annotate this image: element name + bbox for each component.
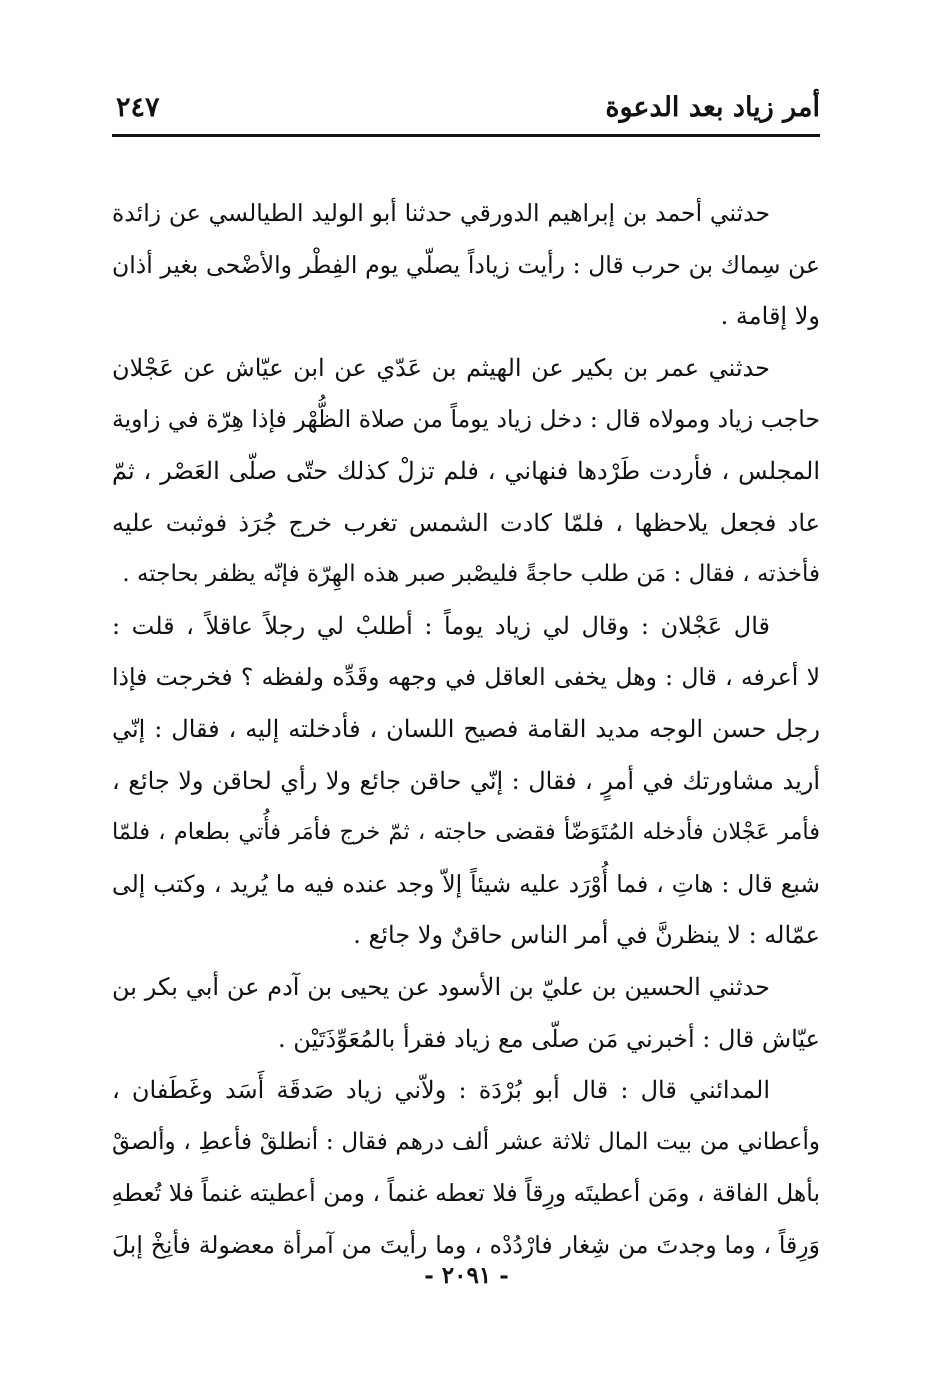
text-line: وأعطاني من بيت المال ثلاثة عشر ألف درهم فقال : أنطلقْ فأعطِ ، وألصقْ — [112, 1128, 820, 1155]
text-line: فأمر عَجْلان فأدخله المُتَوَضّأ فقضى حاجته ، ثمّ خرج فأمَر فأُتي بطعام ، فلمّا — [112, 819, 820, 846]
header-divider — [112, 134, 820, 137]
header-page-number: ٢٤٧ — [116, 92, 160, 123]
text-line: حدثني عمر بن بكير عن الهيثم بن عَدّي عن ابن عيّاش عن عَجْلان — [112, 353, 770, 382]
footer-page-number: - ٢٠٩١ - — [424, 1262, 509, 1289]
text-line: وَرِقاً ، وما وجدتَ من شِغار فارْدُدْه ، وما رأيتَ من آمرأة معضولة فأنِخْ إبلَ — [112, 1230, 820, 1259]
text-line: عاد فجعل يلاحظها ، فلمّا كادت الشمس تغرب خرج جُرَذ فوثبت عليه — [112, 508, 820, 537]
body-text — [112, 188, 820, 1271]
text-line: قال عَجْلان : وقال لي زياد يوماً : أطلبْ لي رجلاً عاقلاً ، قلت : — [112, 611, 770, 640]
text-line: لا أعرفه ، قال : وهل يخفى العاقل في وجهه وقَدِّه ولفظه ؟ فخرجت فإذا — [112, 663, 820, 692]
text-line: عيّاش قال : أخبرني مَن صلّى مع زياد فقرأ بالمُعَوِّذَتَيْن . — [278, 1024, 820, 1053]
chapter-title: أمر زياد بعد الدعوة — [605, 92, 820, 123]
text-line: شبع قال : هاتِ ، فما أُوْرَد عليه شيئاً إلاّ وجد عنده فيه ما يُريد ، وكتب إلى — [112, 869, 820, 898]
text-line: عمّاله : لا ينظرنَّ في أمر الناس حاقنٌ ولا جائع . — [353, 921, 820, 950]
text-line: أريد مشاورتك في أمرٍ ، فقال : إنّي حاقن جائع ولا رأي لحاقن ولا جائع ، — [112, 766, 820, 795]
text-line: ولا إقامة . — [720, 302, 820, 331]
text-line: المدائني قال : قال أبو بُرْدَة : ولاّني زياد صَدقَة أَسَد وغَطَفان ، — [112, 1076, 770, 1105]
text-line: عن سِماك بن حرب قال : رأيت زياداً يصلّي يوم الفِطْر والأضْحى بغير أذان — [112, 250, 820, 279]
running-header — [112, 88, 820, 128]
text-line: رجل حسن الوجه مديد القامة فصيح اللسان ، فأدخلته إليه ، فقال : إنّي — [112, 714, 820, 743]
text-line: فأخذته ، فقال : مَن طلب حاجةً فليصْبر صبر هذه الهِرّة فإنّه يظفر بحاجته . — [122, 561, 820, 588]
text-line: حاجب زياد ومولاه قال : دخل زياد يوماً من صلاة الظُّهْر فإذا هِرّة في زاوية — [112, 405, 820, 434]
text-line: بأهل الفاقة ، ومَن أعطيتَه ورِقاً فلا تعطه غنماً ، ومن أعطيته غنماً فلا تُعطهِ — [112, 1179, 820, 1208]
text-line: حدثني الحسين بن عليّ بن الأسود عن يحيى بن آدم عن أبي بكر بن — [112, 972, 770, 1001]
text-line: حدثني أحمد بن إبراهيم الدورقي حدثنا أبو الوليد الطيالسي عن زائدة — [112, 199, 770, 227]
text-line: المجلس ، فأردت طَرْدها فنهاني ، فلم تزلْ كذلك حتّى صلّى العَصْر ، ثمّ — [112, 456, 820, 485]
